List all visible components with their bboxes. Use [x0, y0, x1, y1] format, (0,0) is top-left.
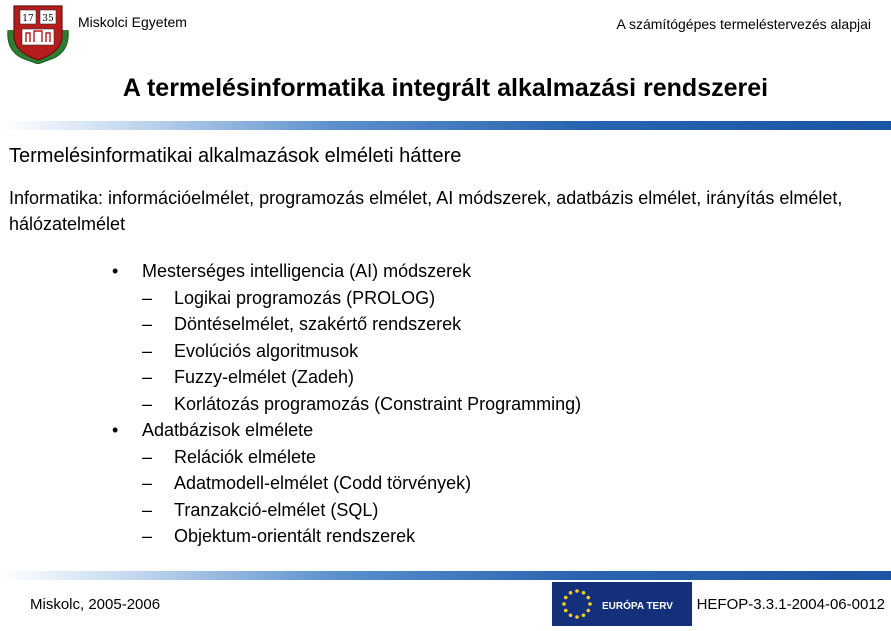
eu-star: [564, 609, 568, 613]
list-item: [112, 523, 581, 550]
slide-subheading: Termelésinformatikai alkalmazások elméleti háttere: [9, 145, 462, 167]
eu-star: [582, 613, 586, 617]
crest-year-left: 17: [22, 14, 34, 24]
dash-marker: –: [142, 446, 153, 467]
eu-logo-text: EURÓPA TERV: [602, 601, 673, 612]
dash-marker: –: [142, 473, 153, 493]
eu-star: [575, 589, 579, 593]
sub-item-text: Logikai programozás (PROLOG): [174, 287, 436, 308]
bullet-text: Mesterséges intelligencia (AI) módszerek: [142, 261, 472, 281]
sub-item-text: Döntéselmélet, szakértő rendszerek: [174, 314, 462, 334]
eu-star: [569, 613, 573, 617]
dash-marker: –: [142, 340, 153, 361]
dash-marker: –: [142, 287, 153, 308]
list-item: [112, 258, 581, 285]
list-item: [112, 391, 581, 418]
list-item: [112, 364, 581, 391]
top-divider-bar: [0, 121, 891, 130]
crest-year-right: 35: [42, 14, 54, 24]
sub-item-text: Objektum-orientált rendszerek: [174, 526, 416, 546]
eu-star: [562, 602, 566, 606]
sub-item-text: Adatmodell-elmélet (Codd törvények): [174, 473, 472, 493]
dash-marker: –: [142, 499, 153, 520]
list-item: [112, 338, 581, 365]
eu-star: [586, 596, 590, 600]
bottom-divider-bar: [0, 571, 891, 580]
list-item: [112, 497, 581, 524]
sub-item-text: Relációk elmélete: [174, 446, 317, 467]
eu-europa-terv-logo: [552, 582, 692, 626]
sub-item-text: Tranzakció-elmélet (SQL): [174, 499, 379, 520]
bullet-marker: •: [112, 420, 119, 440]
eu-star: [582, 591, 586, 595]
university-crest-logo: [4, 2, 72, 64]
dash-marker: –: [142, 367, 153, 387]
topic-outline: [112, 258, 581, 550]
sub-item-text: Korlátozás programozás (Constraint Programming): [174, 393, 582, 414]
list-item: [112, 311, 581, 338]
list-item: [112, 285, 581, 312]
eu-stars-icon: [552, 582, 692, 626]
intro-paragraph: [9, 185, 879, 237]
slide-title: A termelésinformatika integrált alkalmazási rendszerei: [122, 74, 769, 102]
header-course-title: A számítógépes termeléstervezés alapjai: [616, 16, 871, 32]
footer-location-date: Miskolc, 2005-2006: [30, 596, 161, 613]
sub-item-text: Evolúciós algoritmusok: [174, 340, 359, 361]
eu-star: [575, 615, 579, 619]
dash-marker: –: [142, 526, 153, 546]
bullet-text: Adatbázisok elmélete: [142, 420, 314, 440]
header-institution: Miskolci Egyetem: [78, 14, 187, 30]
dash-marker: –: [142, 314, 153, 334]
dash-marker: –: [142, 393, 153, 414]
eu-star: [569, 591, 573, 595]
sub-item-text: Fuzzy-elmélet (Zadeh): [174, 367, 355, 387]
footer-project-code: HEFOP-3.3.1-2004-06-0012: [696, 596, 885, 613]
list-item: [112, 417, 581, 444]
eu-star: [588, 602, 592, 606]
bullet-marker: •: [112, 261, 119, 281]
list-item: [112, 444, 581, 471]
eu-star: [564, 596, 568, 600]
intro-lead: Informatika: [9, 188, 99, 208]
eu-star: [586, 609, 590, 613]
list-item: [112, 470, 581, 497]
intro-rest: : információelmélet, programozás elmélet, AI módszerek, adatbázis elmélet, irányítás elmélet, hálózatelmélet: [9, 188, 843, 234]
